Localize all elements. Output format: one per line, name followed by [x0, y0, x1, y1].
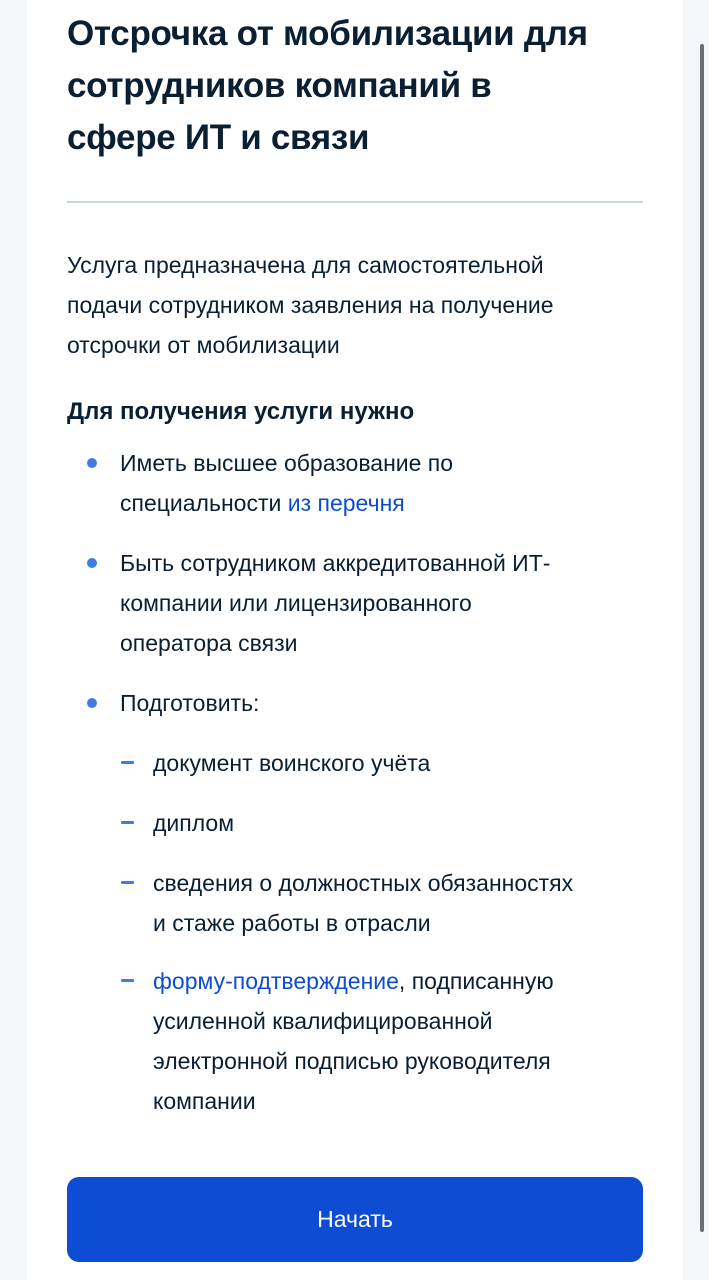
requirements-heading: Для получения услуги нужно: [67, 398, 415, 425]
bullet-line: оператора связи: [120, 630, 298, 656]
bullet-item-education: [120, 443, 453, 523]
divider: [67, 201, 643, 203]
document-line: усиленной квалифицированной: [153, 1008, 493, 1034]
description-line: подачи сотрудником заявления на получение: [67, 292, 554, 318]
document-line: и стаже работы в отрасли: [153, 910, 431, 936]
bullet-line: Иметь высшее образование по: [120, 450, 454, 476]
bullet-icon: [87, 558, 97, 568]
document-text: , подписанную: [398, 968, 554, 994]
bullet-item-employee: [120, 543, 550, 663]
scrollbar[interactable]: [700, 44, 704, 1232]
document-item: [153, 961, 554, 1121]
document-item: [153, 863, 573, 943]
document-line: электронной подписью руководителя: [153, 1048, 551, 1074]
description-line: Услуга предназначена для самостоятельной: [67, 252, 544, 278]
confirmation-form-link[interactable]: форму-подтверждение: [153, 968, 399, 994]
document-item: документ воинского учёта: [153, 750, 431, 776]
dash-icon: [121, 761, 134, 764]
dash-icon: [121, 881, 134, 884]
dash-icon: [121, 821, 134, 824]
specialty-list-link[interactable]: из перечня: [287, 490, 405, 516]
bullet-text: специальности: [120, 490, 288, 516]
title-line: сфере ИТ и связи: [67, 118, 370, 157]
bullet-line: Быть сотрудником аккредитованной ИТ-: [120, 550, 551, 576]
service-description: [67, 245, 554, 365]
bullet-line: компании или лицензированного: [120, 590, 472, 616]
bullet-item-prepare: Подготовить:: [120, 690, 260, 716]
bullet-line: [120, 483, 453, 523]
bullet-icon: [87, 698, 97, 708]
document-line: сведения о должностных обязанностях: [153, 870, 574, 896]
dash-icon: [121, 979, 134, 982]
page-title: [67, 8, 588, 164]
title-line: Отсрочка от мобилизации для: [67, 14, 588, 53]
description-line: отсрочки от мобилизации: [67, 332, 340, 358]
document-line: [153, 961, 554, 1001]
document-item: диплом: [153, 810, 235, 836]
bullet-icon: [87, 458, 97, 468]
document-line: компании: [153, 1088, 256, 1114]
start-button[interactable]: Начать: [67, 1177, 643, 1262]
title-line: сотрудников компаний в: [67, 66, 492, 105]
